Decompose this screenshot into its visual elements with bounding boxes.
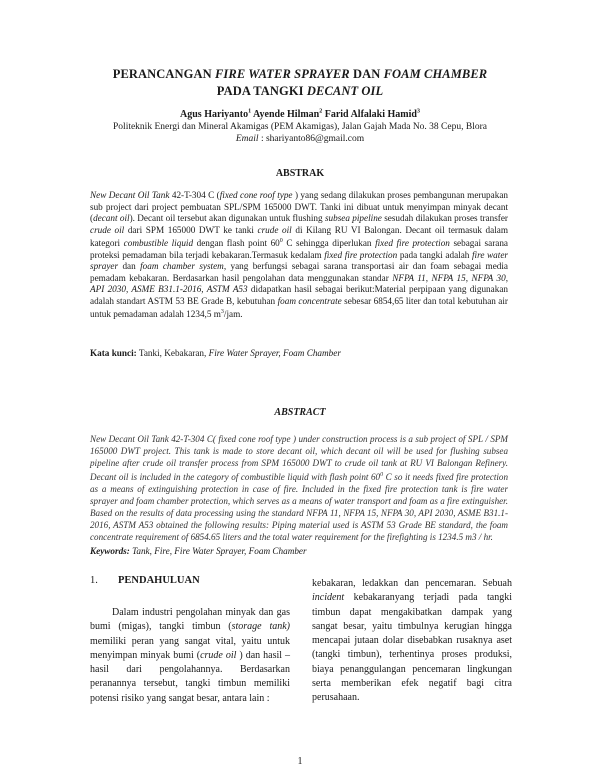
paper-title [60,66,540,100]
author-email: Email : shariyanto86@gmail.com [235,134,365,144]
title-line-1: PERANCANGAN FIRE WATER SPRAYER DAN FOAM CHAMBER [112,67,488,81]
abstract-heading: ABSTRACT [274,407,326,418]
page-number: 1 [297,756,303,767]
author-block [60,109,540,145]
abstrak-heading: ABSTRAK [275,168,325,179]
kata-kunci: Kata kunci: Tanki, Kebakaran, Fire Water Sprayer, Foam Chamber [90,348,341,358]
intro-paragraph-right: kebakaran, ledakkan dan pencemaran. Sebuah incident kebakaranyang terjadi pada tangki timbun dapat mengakibatkan dampak yang sangat besar, yaitu timbulnya kerugian hingga mencapai jutaan dolar disebabkan rusaknya aset (tangki timbun), terhentinya proses produksi, biaya penanggulangan pencemaran lingkungan serta memberikan efek negatif bagi citra perusahaan. [312,578,512,704]
keywords: Keywords: Tank, Fire, Fire Water Sprayer, Foam Chamber [90,546,307,556]
author-names: Agus Hariyanto$^1$ Ayende Hilman$^2$ Farid Alfalaki Hamid$^3$ [180,108,420,120]
abstract-body: New Decant Oil Tank 42-T-304 C( fixed cone roof type ) under construction process is a sub project of SPL / SPM 165000 DWT project. This tank is made to store decant oil, which decant oil will be used for flushing subsea pipeline after crude oil transfer process from SPM 165000 DWT to crude oil tank at RU VI Balongan Refinery. Decant oil is included in the category of combustible liquid with flash point $60^0$ C so it needs fixed fire protection as a means of extinguishing protection in case of fire. Included in the fixed fire protection tank is fire water sprayer and foam chamber protection, which serves as a means of water transport and foam as a fire extinguisher. Based on the results of data processing using the standard NFPA 11, NFPA 15, NFPA 30, API 2030, ASME B31.1-2016, ASTM A53 obtained the following results: Piping material used is ASTM 53 Grade BE standard, the foam concentrate requirement of 6854.65 liters and the total water requirement for the firefighting is 1234.5 m3 / hr. [90,434,509,543]
author-affiliation: Politeknik Energi dan Mineral Akamigas (PEM Akamigas), Jalan Gajah Mada No. 38 Cepu, Blora [113,122,487,132]
abstrak-body: New Decant Oil Tank 42-T-304 C (fixed cone roof type ) yang sedang dilakukan proses pembangunan merupakan sub project dari project pembuatan SPL/SPM 165000 DWT. Tanki ini dibuat untuk menyimpan minyak decant (decant oil). Decant oil tersebut akan digunakan untuk flushing subsea pipeline sesudah dilakukan proses transfer crude oil dari SPM 165000 DWT ke tanki crude oil di Kilang RU VI Balongan. Decant oil termasuk dalam kategori combustible liquid dengan flash point $60^0$ C sehingga diperlukan fixed fire protection sebagai sarana proteksi pemadaman bila terjadi kebakaran.Termasuk kedalam fixed fire protection pada tangki adalah fire water sprayer dan foam chamber system, yang berfungsi sebagai sarana transportasi air dan foam sebagai media pemadam kebakaran. Berdasarkan hasil pengolahan data menggunakan standar NFPA 11, NFPA 15, NFPA 30, API 2030, ASME B31.1-2016, ASTM A53 didapatkan hasil sebagai berikut:Material perpipaan yang digunakan adalah standart ASTM 53 BE Grade B, kebutuhan foam concentrate sebesar 6854,65 liter dan total kebutuhan air untuk pemadaman adalah 1234,5 $m^3$/jam. [90,190,509,320]
title-line-2: PADA TANGKI DECANT OIL [216,84,384,98]
section-heading: 1. PENDAHULUAN [90,575,200,586]
intro-paragraph-left: Dalam industri pengolahan minyak dan gas bumi (migas), tangki timbun (storage tank) memiliki peran yang sangat vital, yaitu untuk menyimpan minyak bumi (crude oil ) dan hasil – hasil dari pengolahannya. Berdasarkan peranannya tersebut, tangki timbun memiliki potensi risiko yang sangat besar, antara lain : [90,607,291,704]
